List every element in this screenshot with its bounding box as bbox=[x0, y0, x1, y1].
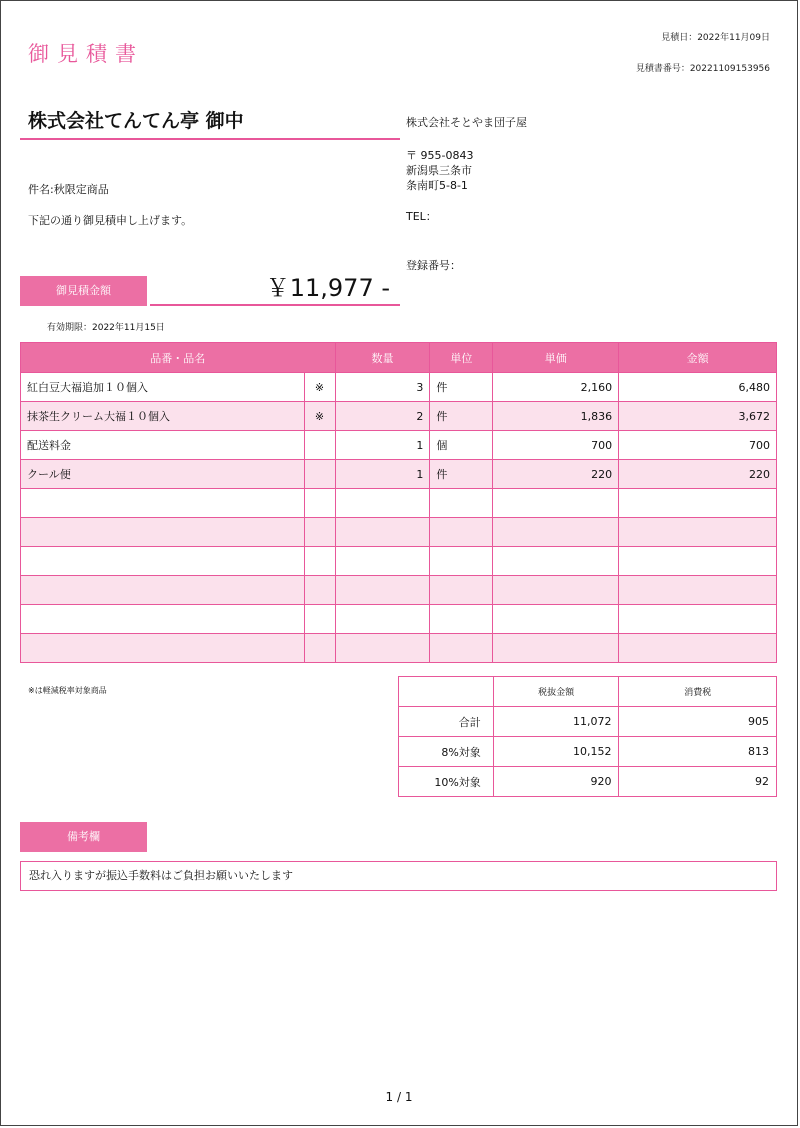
header-unit-price: 単価 bbox=[493, 343, 619, 373]
summary-row bbox=[399, 707, 777, 737]
table-row bbox=[21, 402, 777, 431]
summary-tax: 905 bbox=[619, 707, 777, 737]
estimate-date: 見積日：2022年11月09日 bbox=[661, 33, 770, 43]
client-name: 株式会社てんてん亭 御中 bbox=[28, 110, 244, 132]
reduced-tax-mark: ※ bbox=[304, 373, 335, 402]
item-quantity: 1 bbox=[335, 460, 430, 489]
tax-summary-table bbox=[398, 676, 777, 797]
items-header-row bbox=[21, 343, 777, 373]
item-unit: 件 bbox=[430, 373, 493, 402]
item-amount: 220 bbox=[619, 460, 777, 489]
header-item-name: 品番・品名 bbox=[21, 343, 336, 373]
reduced-tax-mark bbox=[304, 431, 335, 460]
item-unit: 件 bbox=[430, 402, 493, 431]
items-table bbox=[20, 342, 777, 663]
header-unit: 単位 bbox=[430, 343, 493, 373]
sender-postal: 〒 955-0843 bbox=[406, 149, 474, 162]
total-underline bbox=[150, 304, 400, 306]
table-row bbox=[21, 431, 777, 460]
item-quantity: 1 bbox=[335, 431, 430, 460]
validity-date: 有効期限：2022年11月15日 bbox=[47, 323, 165, 333]
summary-net: 10,152 bbox=[493, 737, 619, 767]
sender-address-line2: 条南町5-8-1 bbox=[406, 179, 468, 192]
document-title: 御見積書 bbox=[28, 42, 144, 66]
summary-row bbox=[399, 767, 777, 797]
total-amount: ￥11,977 - bbox=[265, 274, 390, 302]
header-consumption-tax: 消費税 bbox=[619, 677, 777, 707]
item-name: 紅白豆大福追加１０個入 bbox=[21, 373, 305, 402]
page-number: 1 / 1 bbox=[385, 1090, 413, 1104]
item-amount: 3,672 bbox=[619, 402, 777, 431]
client-underline bbox=[20, 138, 400, 140]
empty-row bbox=[21, 576, 777, 605]
greeting: 下記の通り御見積申し上げます。 bbox=[28, 214, 193, 227]
summary-net: 11,072 bbox=[493, 707, 619, 737]
table-row bbox=[21, 373, 777, 402]
summary-row bbox=[399, 737, 777, 767]
empty-row bbox=[21, 489, 777, 518]
total-label-badge: 御見積金額 bbox=[20, 276, 147, 306]
sender-registration: 登録番号： bbox=[406, 259, 461, 272]
item-name: 配送料金 bbox=[21, 431, 305, 460]
item-unit: 件 bbox=[430, 460, 493, 489]
reduced-tax-mark: ※ bbox=[304, 402, 335, 431]
empty-row bbox=[21, 518, 777, 547]
item-unit-price: 220 bbox=[493, 460, 619, 489]
item-unit-price: 1,836 bbox=[493, 402, 619, 431]
reduced-tax-note: ※は軽減税率対象商品 bbox=[28, 686, 107, 695]
item-unit: 個 bbox=[430, 431, 493, 460]
summary-tax: 92 bbox=[619, 767, 777, 797]
item-amount: 700 bbox=[619, 431, 777, 460]
summary-tax: 813 bbox=[619, 737, 777, 767]
header-net-amount: 税抜金額 bbox=[493, 677, 619, 707]
item-quantity: 3 bbox=[335, 373, 430, 402]
header-quantity: 数量 bbox=[335, 343, 430, 373]
empty-row bbox=[21, 547, 777, 576]
summary-label: 合計 bbox=[399, 707, 494, 737]
remarks-label-badge: 備考欄 bbox=[20, 822, 147, 852]
item-name: クール便 bbox=[21, 460, 305, 489]
item-unit-price: 2,160 bbox=[493, 373, 619, 402]
sender-address-line1: 新潟県三条市 bbox=[406, 164, 472, 177]
summary-header-row bbox=[399, 677, 777, 707]
subject: 件名:秋限定商品 bbox=[28, 183, 109, 196]
header-amount: 金額 bbox=[619, 343, 777, 373]
summary-label: 8%対象 bbox=[399, 737, 494, 767]
summary-net: 920 bbox=[493, 767, 619, 797]
reduced-tax-mark bbox=[304, 460, 335, 489]
sender-tel: TEL： bbox=[406, 210, 437, 223]
item-quantity: 2 bbox=[335, 402, 430, 431]
empty-row bbox=[21, 605, 777, 634]
item-unit-price: 700 bbox=[493, 431, 619, 460]
sender-company: 株式会社そとやま団子屋 bbox=[406, 116, 527, 129]
item-name: 抹茶生クリーム大福１０個入 bbox=[21, 402, 305, 431]
empty-row bbox=[21, 634, 777, 663]
summary-label: 10%対象 bbox=[399, 767, 494, 797]
table-row bbox=[21, 460, 777, 489]
estimate-number: 見積書番号：20221109153956 bbox=[635, 64, 770, 74]
item-amount: 6,480 bbox=[619, 373, 777, 402]
remarks-text: 恐れ入りますが振込手数料はご負担お願いいたします bbox=[20, 861, 777, 891]
